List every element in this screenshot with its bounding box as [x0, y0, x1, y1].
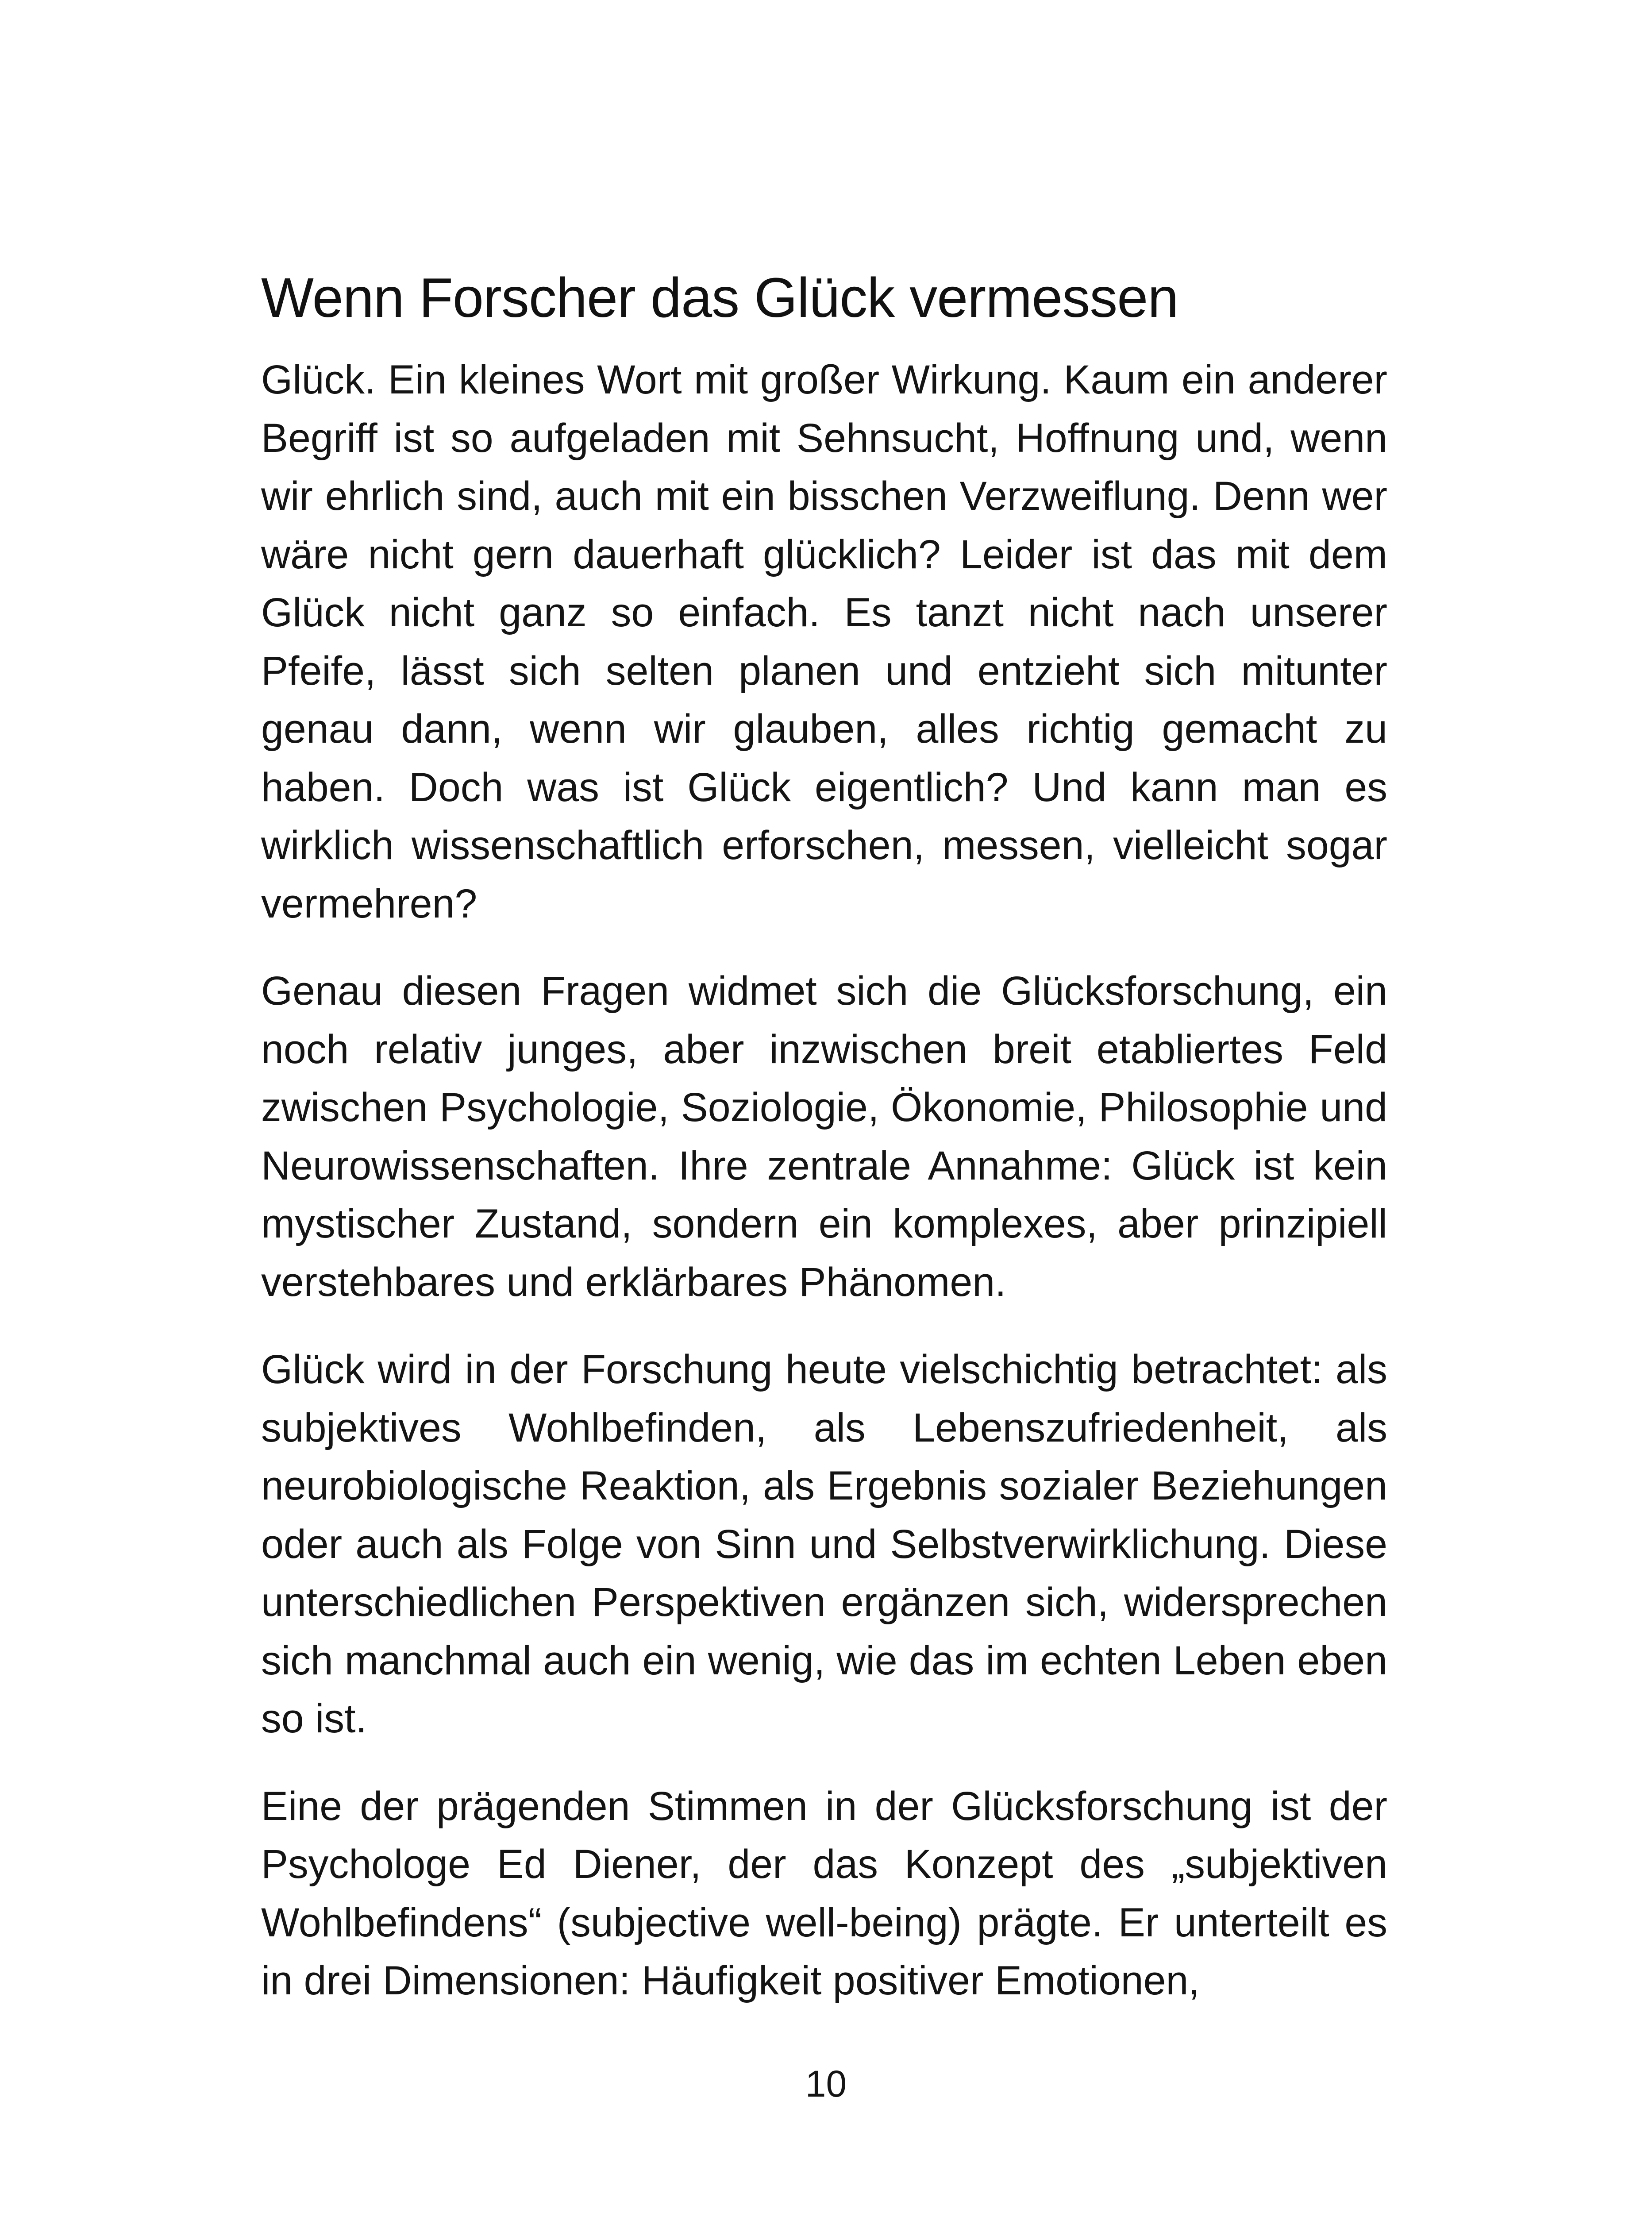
paragraph-3: Glück wird in der Forschung heute vielschichtig betrachtet: als subjektives Wohlbefinden, als Lebenszufriedenheit, als neurobiologische Reaktion, als Ergebnis sozialer Beziehungen oder auch als Folge von Sinn und Selbstverwirklichung. Diese unterschiedlichen Perspektiven ergänzen sich, widersprechen sich manchmal auch ein wenig, wie das im echten Leben eben so ist.: [261, 1347, 1387, 1741]
chapter-title: Wenn Forscher das Glück vermessen: [261, 266, 1178, 329]
page-number: 10: [805, 2063, 847, 2105]
paragraph-4: Eine der prägenden Stimmen in der Glücksforschung ist der Psychologe Ed Diener, der das Konzept des „subjektiven Wohlbefindens“ (subjective well-being) prägte. Er unterteilt es in drei Dimensionen: Häufigkeit positiver Emotionen,: [261, 1783, 1387, 2003]
page-content: [261, 263, 1387, 2040]
paragraph-2: Genau diesen Fragen widmet sich die Glücksforschung, ein noch relativ junges, aber inzwischen breit etabliertes Feld zwischen Psychologie, Soziologie, Ökonomie, Philosophie und Neurowissenschaften. Ihre zentrale Annahme: Glück ist kein mystischer Zustand, sondern ein komplexes, aber prinzipiell verstehbares und erklärbares Phänomen.: [261, 968, 1387, 1305]
paragraph-1: Glück. Ein kleines Wort mit großer Wirkung. Kaum ein anderer Begriff ist so aufgeladen mit Sehnsucht, Hoffnung und, wenn wir ehrlich sind, auch mit ein bisschen Verzweiflung. Denn wer wäre nicht gern dauerhaft glücklich? Leider ist das mit dem Glück nicht ganz so einfach. Es tanzt nicht nach unserer Pfeife, lässt sich selten planen und entzieht sich mitunter genau dann, wenn wir glauben, alles richtig gemacht zu haben. Doch was ist Glück eigentlich? Und kann man es wirklich wissenschaftlich erforschen, messen, vielleicht sogar vermehren?: [261, 357, 1387, 926]
